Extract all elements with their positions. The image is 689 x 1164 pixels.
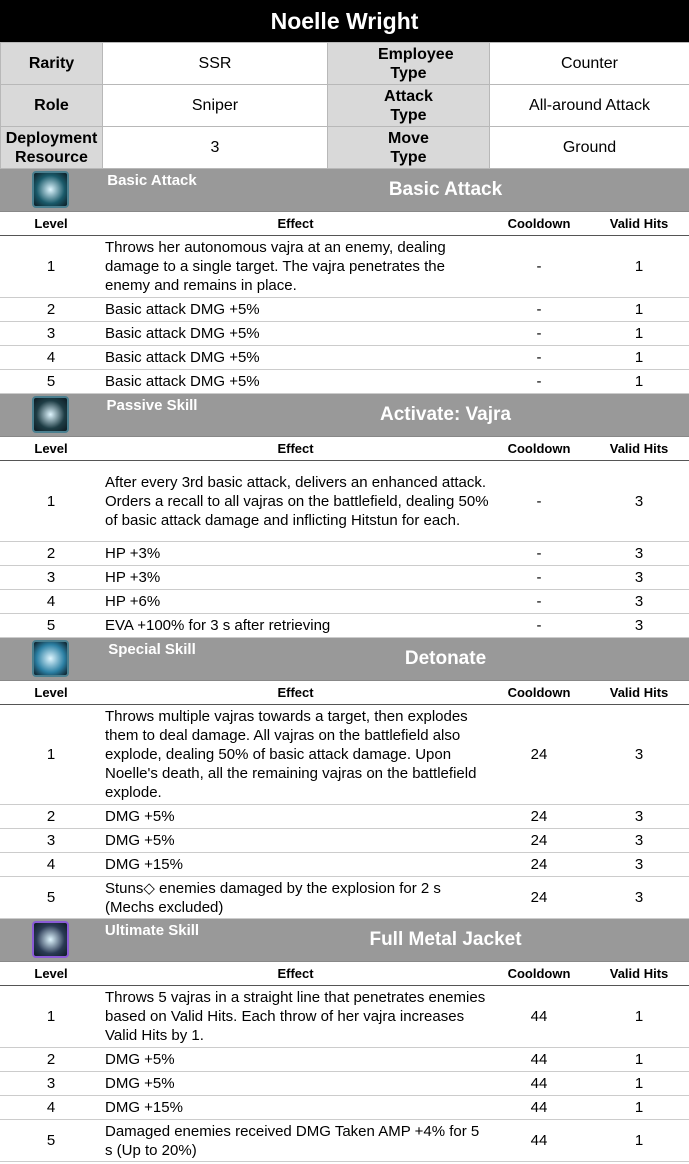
skill-type: Basic Attack: [107, 172, 197, 189]
effect-header: Effect: [102, 437, 489, 461]
level-cell: 2: [0, 542, 102, 566]
skill-table: [0, 962, 689, 1162]
level-header: Level: [0, 681, 102, 705]
cooldown-cell: -: [489, 322, 589, 346]
valid-hits-cell: 1: [589, 1096, 689, 1120]
effect-cell: DMG +15%: [102, 1096, 489, 1120]
valid-hits-header: Valid Hits: [589, 681, 689, 705]
table-row: [0, 370, 689, 394]
basic-attack-icon: [32, 171, 69, 208]
cooldown-cell: 44: [489, 1120, 589, 1162]
valid-hits-cell: 3: [589, 853, 689, 877]
effect-header: Effect: [102, 212, 489, 236]
level-cell: 3: [0, 322, 102, 346]
level-header: Level: [0, 962, 102, 986]
cooldown-header: Cooldown: [489, 962, 589, 986]
skills-section: [0, 169, 689, 1162]
level-cell: 5: [0, 370, 102, 394]
table-row: [0, 877, 689, 919]
cooldown-cell: 44: [489, 1096, 589, 1120]
cooldown-cell: -: [489, 614, 589, 638]
valid-hits-cell: 1: [589, 1072, 689, 1096]
level-cell: 1: [0, 461, 102, 542]
employee-type-value: Counter: [490, 43, 689, 85]
skill-header: [0, 919, 689, 962]
cooldown-cell: -: [489, 461, 589, 542]
effect-cell: After every 3rd basic attack, delivers an enhanced attack. Orders a recall to all vajras on the battlefield, dealing 50% of basic attack damage and inflicting Hitstun for each.: [102, 461, 489, 542]
attack-type-value: All-around Attack: [490, 85, 689, 127]
valid-hits-cell: 3: [589, 614, 689, 638]
deployment-resource-value: 3: [103, 127, 328, 169]
role-label: Role: [1, 85, 103, 127]
cooldown-header: Cooldown: [489, 437, 589, 461]
special-skill-icon: [32, 640, 69, 677]
effect-cell: DMG +15%: [102, 853, 489, 877]
move-type-label: Move Type: [328, 127, 490, 169]
passive-skill-icon: [32, 396, 69, 433]
level-cell: 1: [0, 986, 102, 1048]
valid-hits-cell: 1: [589, 1120, 689, 1162]
level-cell: 4: [0, 1096, 102, 1120]
valid-hits-cell: 1: [589, 1048, 689, 1072]
effect-cell: Stuns◇ enemies damaged by the explosion for 2 s (Mechs excluded): [102, 877, 489, 919]
valid-hits-cell: 3: [589, 705, 689, 805]
effect-header: Effect: [102, 962, 489, 986]
level-cell: 4: [0, 346, 102, 370]
level-header: Level: [0, 212, 102, 236]
valid-hits-cell: 3: [589, 829, 689, 853]
cooldown-cell: -: [489, 542, 589, 566]
cooldown-cell: -: [489, 236, 589, 298]
effect-cell: HP +6%: [102, 590, 489, 614]
move-type-value: Ground: [490, 127, 689, 169]
effect-cell: Throws multiple vajras towards a target, then explodes them to deal damage. All vajras on the battlefield also explode, dealing 50% of basic attack damage. Upon Noelle's death, all the remaining vajras on the battlefield explode.: [102, 705, 489, 805]
cooldown-cell: -: [489, 590, 589, 614]
level-cell: 4: [0, 590, 102, 614]
table-row: [0, 1096, 689, 1120]
cooldown-cell: 44: [489, 1048, 589, 1072]
effect-cell: Throws 5 vajras in a straight line that penetrates enemies based on Valid Hits. Each throw of her vajra increases Valid Hits by 1.: [102, 986, 489, 1048]
cooldown-cell: -: [489, 346, 589, 370]
level-cell: 3: [0, 829, 102, 853]
cooldown-cell: 24: [489, 705, 589, 805]
table-row: [0, 705, 689, 805]
effect-header: Effect: [102, 681, 489, 705]
level-cell: 3: [0, 566, 102, 590]
effect-cell: DMG +5%: [102, 1048, 489, 1072]
level-cell: 2: [0, 298, 102, 322]
table-row: [0, 236, 689, 298]
skill-type: Passive Skill: [106, 397, 198, 414]
role-value: Sniper: [103, 85, 328, 127]
valid-hits-cell: 1: [589, 346, 689, 370]
employee-type-label: Employee Type: [328, 43, 490, 85]
cooldown-cell: 44: [489, 1072, 589, 1096]
valid-hits-cell: 3: [589, 542, 689, 566]
table-row: [0, 346, 689, 370]
table-row: [0, 1072, 689, 1096]
attack-type-label: Attack Type: [328, 85, 490, 127]
level-cell: 1: [0, 236, 102, 298]
cooldown-cell: -: [489, 566, 589, 590]
effect-cell: Basic attack DMG +5%: [102, 322, 489, 346]
table-row: [0, 805, 689, 829]
valid-hits-cell: 1: [589, 322, 689, 346]
skill-name: Detonate: [404, 648, 487, 669]
effect-cell: DMG +5%: [102, 829, 489, 853]
valid-hits-cell: 3: [589, 877, 689, 919]
cooldown-cell: 44: [489, 986, 589, 1048]
effect-cell: Throws her autonomous vajra at an enemy, dealing damage to a single target. The vajra penetrates the enemy and remains in place.: [102, 236, 489, 298]
cooldown-cell: 24: [489, 805, 589, 829]
character-name: Noelle Wright: [0, 0, 689, 42]
valid-hits-cell: 3: [589, 566, 689, 590]
rarity-label: Rarity: [1, 43, 103, 85]
cooldown-cell: 24: [489, 877, 589, 919]
cooldown-cell: -: [489, 298, 589, 322]
cooldown-cell: 24: [489, 829, 589, 853]
table-row: [0, 1120, 689, 1162]
effect-cell: DMG +5%: [102, 805, 489, 829]
info-table: [0, 42, 689, 169]
level-header: Level: [0, 437, 102, 461]
table-row: [0, 829, 689, 853]
valid-hits-cell: 3: [589, 805, 689, 829]
table-row: [0, 590, 689, 614]
level-cell: 2: [0, 805, 102, 829]
skill-name: Activate: Vajra: [380, 404, 511, 425]
level-cell: 3: [0, 1072, 102, 1096]
cooldown-cell: -: [489, 370, 589, 394]
valid-hits-header: Valid Hits: [589, 437, 689, 461]
skill-table: [0, 212, 689, 394]
skill-name: Full Metal Jacket: [369, 929, 522, 950]
table-row: [0, 1048, 689, 1072]
valid-hits-header: Valid Hits: [589, 962, 689, 986]
table-row: [0, 322, 689, 346]
table-row: [0, 566, 689, 590]
level-cell: 5: [0, 1120, 102, 1162]
table-row: [0, 542, 689, 566]
effect-cell: HP +3%: [102, 542, 489, 566]
effect-cell: Basic attack DMG +5%: [102, 370, 489, 394]
valid-hits-header: Valid Hits: [589, 212, 689, 236]
level-cell: 5: [0, 614, 102, 638]
valid-hits-cell: 1: [589, 986, 689, 1048]
table-row: [0, 461, 689, 542]
effect-cell: Damaged enemies received DMG Taken AMP +4% for 5 s (Up to 20%): [102, 1120, 489, 1162]
deployment-resource-label: Deployment Resource: [1, 127, 103, 169]
effect-cell: EVA +100% for 3 s after retrieving: [102, 614, 489, 638]
cooldown-header: Cooldown: [489, 681, 589, 705]
table-row: [0, 853, 689, 877]
valid-hits-cell: 1: [589, 370, 689, 394]
table-row: [0, 986, 689, 1048]
level-cell: 5: [0, 877, 102, 919]
valid-hits-cell: 1: [589, 236, 689, 298]
ultimate-skill-icon: [32, 921, 69, 958]
skill-header: [0, 638, 689, 681]
effect-cell: DMG +5%: [102, 1072, 489, 1096]
effect-cell: Basic attack DMG +5%: [102, 298, 489, 322]
skill-type: Special Skill: [108, 641, 196, 658]
skill-header: [0, 169, 689, 212]
table-row: [0, 298, 689, 322]
skill-header: [0, 394, 689, 437]
cooldown-header: Cooldown: [489, 212, 589, 236]
valid-hits-cell: 3: [589, 590, 689, 614]
table-row: [0, 614, 689, 638]
skill-table: [0, 437, 689, 638]
valid-hits-cell: 3: [589, 461, 689, 542]
effect-cell: Basic attack DMG +5%: [102, 346, 489, 370]
level-cell: 4: [0, 853, 102, 877]
rarity-value: SSR: [103, 43, 328, 85]
skill-table: [0, 681, 689, 919]
valid-hits-cell: 1: [589, 298, 689, 322]
skill-type: Ultimate Skill: [104, 922, 200, 939]
level-cell: 1: [0, 705, 102, 805]
level-cell: 2: [0, 1048, 102, 1072]
effect-cell: HP +3%: [102, 566, 489, 590]
skill-name: Basic Attack: [388, 179, 503, 200]
cooldown-cell: 24: [489, 853, 589, 877]
